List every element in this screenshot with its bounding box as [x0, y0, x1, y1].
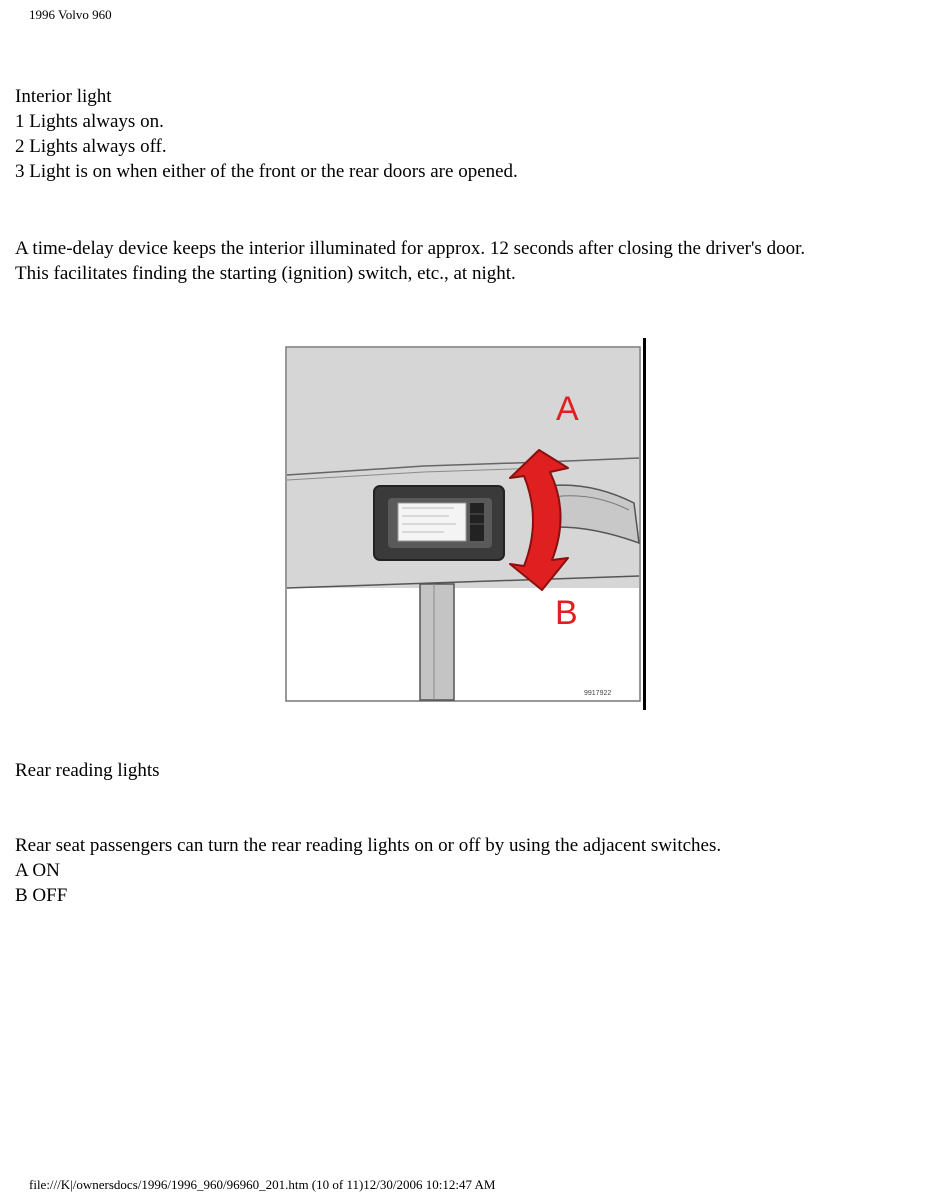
reading-light-svg: [284, 338, 648, 710]
rear-reading-heading-block: [15, 758, 915, 783]
document-header: 1996 Volvo 960: [29, 7, 112, 22]
list-item: A ON: [15, 860, 60, 881]
list-item: 2 Lights always off.: [15, 136, 167, 157]
rear-reading-heading: Rear reading lights: [15, 760, 160, 781]
time-delay-paragraph: [15, 236, 915, 286]
paragraph-line: This facilitates finding the starting (ignition) switch, etc., at night.: [15, 263, 516, 284]
reading-light-illustration: [284, 338, 648, 710]
lamp-switch[interactable]: [470, 503, 484, 541]
document-footer: file:///K|/ownersdocs/1996/1996_960/96960_201.htm (10 of 11)12/30/2006 10:12:47 AM: [29, 1177, 496, 1192]
list-item: 3 Light is on when either of the front or the rear doors are opened.: [15, 161, 518, 182]
lamp-lens: [398, 503, 466, 541]
paragraph-line: A time-delay device keeps the interior illuminated for approx. 12 seconds after closing the driver's door.: [15, 238, 806, 259]
rear-reading-section: [15, 833, 915, 908]
interior-light-section: [15, 84, 915, 184]
label-a: A: [556, 390, 579, 428]
figure-border-bar: [643, 338, 646, 710]
door-pillar: [420, 584, 454, 700]
figure-code: 9917922: [584, 690, 612, 697]
interior-light-heading: Interior light: [15, 86, 112, 107]
rear-reading-intro: Rear seat passengers can turn the rear reading lights on or off by using the adjacent switches.: [15, 835, 722, 856]
list-item: 1 Lights always on.: [15, 111, 164, 132]
label-b: B: [555, 594, 578, 632]
list-item: B OFF: [15, 885, 68, 906]
